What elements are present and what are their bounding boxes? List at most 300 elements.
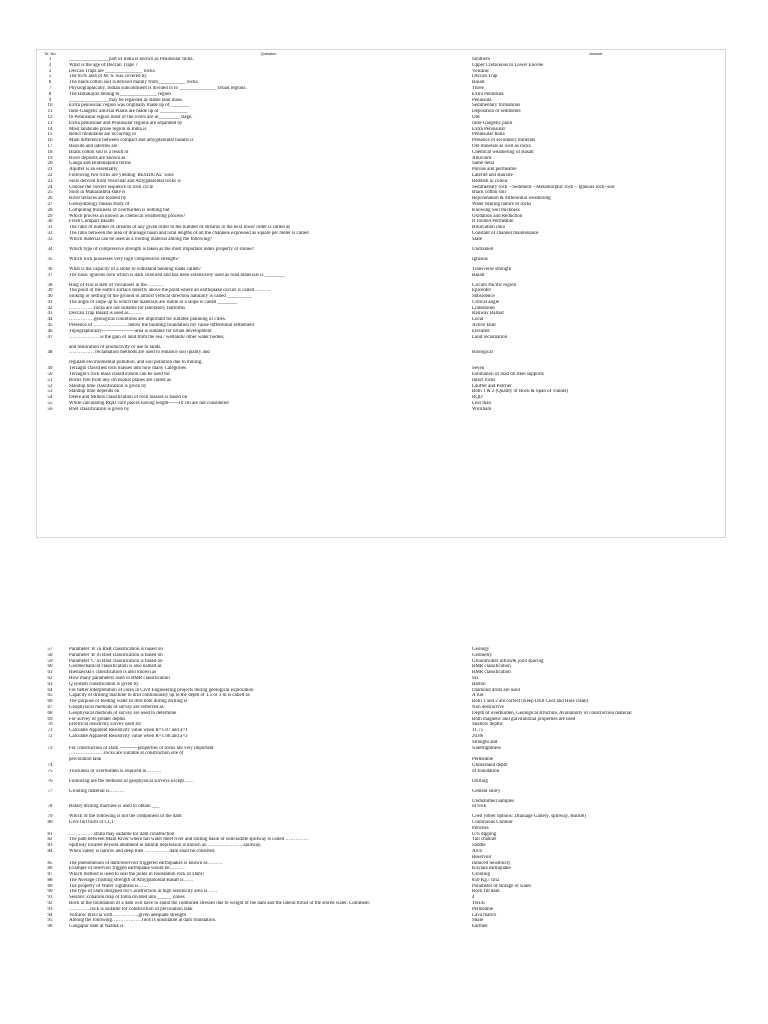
row-question: Capacity of drilling machine to drill continuously up to the depth of 1.5 or 3 m is called as: [69, 693, 250, 699]
row-question: ________________part of India is known as Peninsular India.: [69, 57, 194, 62]
row-number: 67: [47, 704, 53, 710]
row-answer: Active fault: [472, 323, 496, 329]
row-number: 25: [47, 190, 53, 196]
row-answer: Shallow depths: [472, 722, 503, 728]
row-answer: Rejuvenation & differential weathering: [472, 196, 551, 202]
row-answer: RQD: [472, 395, 483, 401]
row-number: 2: [48, 62, 52, 68]
row-question: Bauxite and laterites are: [69, 143, 118, 149]
row-question: Grouting material is………: [69, 788, 125, 794]
row-question: Geophysical methods of survey are used to determine: [69, 710, 177, 716]
row-question: The type of Dam designed for Construction in high seismicity area is……: [69, 889, 218, 895]
table-row: [40, 335, 720, 345]
row-number: 42: [47, 305, 53, 311]
row-answer: Sedimentary formations: [472, 103, 521, 109]
row-answer: Barton: [472, 681, 486, 687]
row-number: 82: [47, 837, 53, 843]
row-answer: Koyana earthquake: [472, 866, 511, 872]
row-number: 3: [48, 68, 52, 74]
row-question: Soils derived from Vesicular and Amygdaloidal rocks is: [69, 178, 181, 184]
row-answer: Seven: [472, 366, 485, 372]
row-answer: If Jointed Permeable: [472, 219, 514, 225]
row-answer: Indo-Gangetic plain: [472, 120, 513, 126]
row-number: 5: [48, 74, 52, 80]
row-question: Among the following………………rock is unsuitable at dam foundation.: [69, 918, 217, 924]
row-question: The black cotton soil is derived mainly from___________ rocks.: [69, 80, 199, 86]
row-number: 61: [47, 670, 53, 676]
header-answer: Answer: [589, 51, 603, 56]
row-question: Bieniawski's classification is also known as: [69, 670, 157, 676]
row-number: 8: [48, 91, 52, 97]
row-question: Gangapur dam at Nashik is: [69, 924, 124, 930]
row-number: 35: [47, 256, 53, 262]
row-number: 54: [47, 395, 53, 401]
row-number: 7: [48, 85, 52, 91]
row-question: Presence of …………………below the building foundation my cause differential settlement: [69, 323, 255, 329]
row-question: Rotary drilling machine is used to obtain ___: [69, 804, 160, 810]
row-question: Most landslide prone region in India is: [69, 126, 147, 132]
row-answer: Geometry: [472, 652, 492, 658]
row-number: 29: [47, 213, 53, 219]
row-answer: Southern: [472, 57, 491, 62]
row-question: Rocks free from any divisional planes are called as: [69, 377, 171, 383]
row-number: 45: [47, 323, 53, 329]
row-number: 6: [48, 80, 52, 86]
row-number: 28: [47, 207, 53, 213]
row-question: Deccan Trap Basalt is used as……..: [69, 311, 142, 317]
row-number: 57: [47, 647, 53, 652]
row-question: Which type of compressive strength is taken as the most important index property of stones?: [69, 246, 255, 252]
row-number: 32: [47, 230, 53, 236]
row-answer: U/S dipping: [472, 831, 497, 837]
table-row: [40, 247, 720, 257]
row-number: 63: [47, 681, 53, 687]
row-question: Volcanic breccia with…………….given adequate strength: [69, 912, 186, 918]
row-answer: Continuous Contour: [472, 819, 513, 825]
row-number: 66: [47, 699, 53, 705]
row-question: Which of the following is not the component of the dam: [69, 814, 182, 820]
row-question: The Himalayas belong to_______________ region: [69, 91, 171, 97]
row-answer: Igneous: [472, 256, 488, 262]
row-number: 34: [47, 246, 53, 252]
row-question: Q system classification is given by: [69, 681, 139, 687]
row-question: Give full form of CCT: [69, 819, 115, 825]
row-answer: 20.86: [472, 733, 484, 739]
row-number: 23: [47, 178, 53, 184]
row-number: 38: [47, 282, 53, 288]
row-number: 26: [47, 196, 53, 202]
row-answer: Peninsula: [472, 97, 492, 103]
row-answer: Undisturbed samples: [472, 798, 515, 804]
row-number: 71: [47, 728, 53, 734]
row-number: 21: [47, 167, 53, 173]
row-answer: Extra Peninsula: [472, 91, 504, 97]
row-answer: Chemical weathering of Basalt: [472, 149, 534, 155]
row-question: What is the age of Deccan Traps ?: [69, 62, 138, 68]
row-number: 92: [47, 901, 53, 907]
row-question: Example of reservoir trigged earthquake would be……….: [69, 866, 186, 872]
row-number: 24: [47, 184, 53, 190]
row-question: The ratio of number of streams of any given order to the number of streams in the next lower order is called as: [69, 225, 291, 231]
row-answer: Drilling: [472, 778, 488, 784]
row-answer: Permeable: [472, 906, 494, 912]
row-answer: Transverse strength: [472, 266, 512, 272]
row-answer: watertightness: [472, 745, 501, 751]
row-number: 1: [48, 57, 52, 62]
row-question: The phenomenon of dam/reservoir triggered earthquakes is known as………: [69, 860, 223, 866]
row-answer: Earthen: [472, 924, 488, 930]
row-question: The path between Main River where tail water meet river and stilling basin of side/saddle spillway is called …………..: [69, 837, 308, 843]
row-answer: Epicenter: [472, 288, 492, 294]
row-number: 18: [47, 149, 53, 155]
row-answer: Old: [472, 114, 480, 120]
header-no: Sr. No: [44, 51, 56, 56]
row-number: 36: [47, 266, 53, 272]
row-answer: Volcanic: [472, 68, 490, 74]
row-answer: Deposition of sediments: [472, 109, 521, 115]
row-question: Following are the methods of geophysical surveys except……: [69, 778, 194, 784]
row-answer: Basalt: [472, 272, 485, 278]
row-question: The property of Water Tightness is……: [69, 883, 149, 889]
row-question: ……………rocks are not suitable for laboratory flatforms.: [69, 305, 187, 311]
row-number: 41: [47, 299, 53, 305]
row-question: Ring of Fire is Belt of volcanoes in the……….: [69, 282, 164, 288]
row-number: 20: [47, 161, 53, 167]
row-question: Standup time classification is given by: [69, 383, 147, 389]
row-answer: of foundation: [472, 768, 500, 774]
row-question: Which process in known as chemical weathering process?: [69, 213, 186, 219]
row-number: 96: [47, 924, 53, 930]
table-row: [40, 924, 730, 930]
row-answer: Basalt: [472, 80, 485, 86]
row-question: How many parameters used in RMR classification: [69, 675, 170, 681]
row-number: 12: [47, 114, 53, 120]
row-answer: Elevated: [472, 328, 490, 334]
row-question: Which rock possesses very high compressive strength?: [69, 256, 179, 262]
row-number: 22: [47, 172, 53, 178]
row-question: Which method is used to seal the joints in foundation rock of Dam?: [69, 872, 205, 878]
row-question: RSR classification is given by: [69, 406, 130, 412]
row-answer: Reddish in colour: [472, 178, 508, 184]
row-question: percolation tank: [69, 757, 102, 763]
row-answer: Limestones: [472, 305, 496, 311]
row-question: Geophysical methods of survey are refferred as: [69, 704, 164, 710]
row-answer: Depth of overburden, Geological structure, Availability of construction material: [472, 710, 632, 716]
row-number: 83: [47, 843, 53, 849]
row-number: 56: [47, 406, 53, 412]
row-question: Sinking or settling of the ground in almost vertical direction naturally is called __________: [69, 294, 253, 300]
row-question: regulate environmental pollution, and soil pollution due to mining.: [69, 360, 203, 366]
row-answer: Land reclamation: [472, 334, 508, 340]
row-number: 53: [47, 389, 53, 395]
qa-table-2: [40, 647, 730, 930]
row-question: Choose the correct sequence in rock cycle: [69, 184, 154, 190]
row-question: Calculate Apparent Resistivity value when R=1.66 and a=2: [69, 733, 188, 739]
row-question: Indo-Gangetic alluvial Plains are made up of ___________: [69, 109, 188, 115]
row-number: 77: [47, 788, 53, 794]
row-answer: TRUE: [472, 901, 486, 907]
row-question: Terzaghi's rock mass classification can be used for: [69, 372, 170, 378]
row-answer: Six: [472, 675, 479, 681]
row-answer: of rock: [472, 804, 487, 810]
row-answer: Presence of secondary minerals: [472, 138, 536, 144]
row-number: 70: [47, 722, 53, 728]
row-question: While calculating RQD core pieces having length------10 cm are not considered: [69, 401, 229, 407]
row-question: Calculate Apparent Resistivity value when R=1.87 and a=1: [69, 728, 188, 734]
row-answer: Constant of channel maintenance: [472, 230, 539, 236]
row-number: 79: [47, 814, 53, 820]
row-question: When valley is narrow and deep then ……………dam shall be constrted: [69, 848, 215, 854]
row-answer: Critical angle: [472, 299, 500, 305]
row-question: Terzaghi classified rock masses into how many Categories: [69, 366, 186, 372]
row-answer: Laterite and Bauxite: [472, 172, 513, 178]
row-question: Main difference between compact and amygdaloidal basalts is: [69, 138, 194, 144]
row-answer: Railway Ballast: [472, 311, 504, 317]
row-number: 84: [47, 848, 53, 854]
row-number: 94: [47, 912, 53, 918]
row-question: Aquifer is an essentially: [69, 167, 118, 173]
row-question: The basic igneous rock which is dark coloured and has been extensively used as road materials is ________: [69, 272, 285, 278]
row-question: The Average crushing strength of Amygdaloidal Basalt is……: [69, 877, 194, 883]
header-question: Question: [260, 51, 277, 56]
row-question: Physiographically, Indian subcontinent is divided in to _______________ broad regions.: [69, 85, 247, 91]
row-number: 75: [47, 768, 53, 774]
row-question: ………….rock is suitable for construction of percolation tank: [69, 906, 193, 912]
row-question: The point of the earth's surface directly above the point where an earthquake occurs is called……….: [69, 288, 271, 294]
row-answer: Geology: [472, 647, 490, 652]
row-answer: Local: [472, 317, 484, 323]
row-answer: Lava matrix: [472, 912, 497, 918]
table-row: [40, 257, 720, 267]
row-number: 40: [47, 294, 53, 300]
row-answer: Alluvium: [472, 155, 492, 161]
row-number: 50: [47, 372, 53, 378]
row-answer: Parameter of storage of water: [472, 883, 532, 889]
table-row: [40, 789, 730, 799]
row-question: For survey of greater depths: [69, 716, 126, 722]
row-question: …………… reclamation methods are used to enhance soil quality and: [69, 350, 210, 356]
row-number: 58: [47, 652, 53, 658]
row-answer: RMR classification: [472, 670, 511, 676]
row-question: The 85% area of M. S. was covered by: [69, 74, 147, 80]
row-number: 59: [47, 658, 53, 664]
row-answer: Understand depth: [472, 762, 508, 768]
row-number: 48: [47, 350, 53, 356]
row-question: …………………rocks are suitable at construction site of: [69, 751, 184, 757]
row-number: 69: [47, 716, 53, 722]
row-answer: Upper Cretaceous to Lower Eocene: [472, 62, 544, 68]
row-number: 31: [47, 225, 53, 231]
row-question: Rock at the foundation of a dam will have to stand the combined stresses due to weight of the dam and the lateral thrust of the stored water. Comment:: [69, 901, 371, 907]
row-number: 87: [47, 872, 53, 878]
row-question: Which material can be used as a roofing material among the following?: [69, 236, 213, 242]
row-number: 10: [47, 103, 53, 109]
row-number: 89: [47, 883, 53, 889]
row-number: 81: [47, 831, 53, 837]
row-number: 88: [47, 877, 53, 883]
row-answer: A run: [472, 693, 484, 699]
row-number: 64: [47, 687, 53, 693]
row-number: 85: [47, 860, 53, 866]
row-answer: Three: [472, 85, 484, 91]
row-answer: 850 Kg./ cm2: [472, 877, 500, 883]
row-answer: Saddle: [472, 843, 486, 849]
row-answer: Groundwater inflow& joint spacing: [472, 658, 544, 664]
row-answer: Knowing Soil thickness: [472, 207, 520, 213]
row-answer: Tail channel: [472, 837, 497, 843]
row-question: Extra peninsular and Peninsular regions are separated by: [69, 120, 183, 126]
row-question: Fresh Compact basalts: [69, 219, 115, 225]
row-number: 72: [47, 733, 53, 739]
row-answer: Peninsular India: [472, 132, 505, 138]
row-answer: Non destructive: [472, 704, 504, 710]
row-answer: 4: [472, 895, 475, 901]
row-question: Relict mountains are occurring in: [69, 132, 136, 138]
row-question: Standup time depends on: [69, 389, 120, 395]
row-question: Computing thickness of overburden is nothing but: [69, 207, 170, 213]
row-question: Electrical resistivity survey used for: [69, 722, 142, 728]
row-answer: Grouting: [472, 872, 491, 878]
row-number: 39: [47, 288, 53, 294]
row-number: 30: [47, 219, 53, 225]
row-question: Parameter 'B' in RSR classification is based on: [69, 652, 163, 658]
table-row: [40, 273, 720, 283]
table-row: [40, 779, 730, 789]
row-number: 93: [47, 906, 53, 912]
row-question: Thickness of overburden is required to………: [69, 768, 162, 774]
row-number: 19: [47, 155, 53, 161]
row-question: The ratio between the area of drainage basin and total lengths of all the channels expressed as square per meter is called: [69, 230, 309, 236]
row-answer: Same delta: [472, 161, 495, 167]
row-answer: Bifurcation ratio: [472, 225, 506, 231]
qa-table-1: [40, 51, 720, 413]
row-answer: Oxidation and Reduction: [472, 213, 523, 219]
row-number: 16: [47, 138, 53, 144]
row-answer: Porous and permeable: [472, 167, 517, 173]
row-number: 15: [47, 132, 53, 138]
row-answer: Rock fill dam: [472, 889, 500, 895]
row-answer: Less than: [472, 401, 492, 407]
row-number: 27: [47, 201, 53, 207]
row-question: Soils in Maharashtra state is: [69, 190, 126, 196]
row-question: and restoration of productivity or use to lands.: [69, 344, 162, 350]
row-answer: Both 1 & 2 (Quality of Rock & Span of Tunnel): [472, 389, 569, 395]
row-question: ……………strata may suitable for dam construction: [69, 831, 175, 837]
row-question: ……………… is the gain of land from the sea / wetlands/ other water bodies,: [69, 334, 225, 340]
row-number: 80: [47, 819, 53, 825]
row-answer: Black cotton soil: [472, 190, 506, 196]
row-number: 76: [47, 778, 53, 784]
row-answer: Slate: [472, 236, 482, 242]
row-answer: Undrained: [472, 246, 494, 252]
row-answer: Estimation of load on steel supports: [472, 372, 544, 378]
row-number: 37: [47, 272, 53, 278]
row-number: 91: [47, 895, 53, 901]
row-question: What is the capacity of a stone to withstand bending loads called?: [69, 266, 201, 272]
row-number: 9: [48, 97, 52, 103]
row-question: Ganga and Brahmaputra forms: [69, 161, 131, 167]
row-number: 62: [47, 675, 53, 681]
row-answer: Intact rocks: [472, 377, 496, 383]
row-question: Parameter 'A' in RSR classification is based on: [69, 647, 163, 652]
row-number: 13: [47, 120, 53, 126]
row-number: 65: [47, 693, 53, 699]
row-answer: Circum Pacific region: [472, 282, 517, 288]
row-number: 55: [47, 401, 53, 407]
row-number: 73: [47, 745, 53, 751]
row-answer: Crest (other options: Drainage Gallery, spillway, Bucket): [472, 814, 587, 820]
row-number: 78: [47, 804, 53, 810]
row-number: 52: [47, 383, 53, 389]
row-answer: Permeable: [472, 757, 494, 763]
row-question: ……………geological conditions are important for suitable planning of cities.: [69, 317, 227, 323]
row-question: Geohydrology means study of: [69, 201, 130, 207]
row-answer: RMR classification: [472, 664, 511, 670]
row-question: Following two rocks are yielding 'RESIDUAL' soils: [69, 172, 174, 178]
row-number: 47: [47, 334, 53, 340]
row-number: 60: [47, 664, 53, 670]
table-row: [40, 350, 720, 360]
row-number: 44: [47, 317, 53, 323]
row-question: River terraces are formed by: [69, 196, 127, 202]
row-answer: Reservoir: [472, 854, 492, 860]
document-page-2: [0, 637, 768, 1024]
row-answer: trenches: [472, 825, 489, 831]
row-question: The purpose of feeding water to drill hole during drilling is: [69, 699, 188, 705]
row-answer: Shale: [472, 918, 484, 924]
row-question: Deccan Traps are _______________ rocks.: [69, 68, 156, 74]
row-answer: Both magnetic and gravitational properties are used: [472, 716, 576, 722]
row-number: 74: [47, 762, 53, 768]
row-question: In Peninsular region most of the rivers are in_________stage.: [69, 114, 193, 120]
row-number: 43: [47, 311, 53, 317]
row-number: 11: [47, 109, 53, 115]
table-row: [40, 237, 720, 247]
row-question: Deere and Millers classification of rock masses is based on: [69, 395, 188, 401]
row-question: Black cotton soil is a result of: [69, 149, 129, 155]
row-answer: Wickham: [472, 406, 492, 412]
row-number: 49: [47, 366, 53, 372]
row-answer: Extra Peninsular: [472, 126, 506, 132]
row-number: 46: [47, 328, 53, 334]
row-question: Spillway located beyond abutment in natural depression is known as…………………..spillway.: [69, 843, 262, 849]
row-answer: Ore minerals as well as rocks: [472, 143, 531, 149]
row-number: 51: [47, 377, 53, 383]
row-answer: Induced Seismicity: [472, 860, 511, 866]
row-number: 17: [47, 143, 53, 149]
row-question: For better interpretation of cores in Civil Engineering projects during geological exploration: [69, 687, 254, 693]
row-answer: Lauffer and Patcher: [472, 383, 512, 389]
row-number: 68: [47, 710, 53, 716]
row-answer: Diamond drills are used: [472, 687, 520, 693]
row-answer: Water bearing nature of rocks: [472, 201, 532, 207]
row-question: Topographically--------------------area is suitable for urban development: [69, 328, 212, 334]
row-answer: Arch: [472, 848, 482, 854]
row-question: ________________may be regarded as stable land mass.: [69, 97, 184, 103]
row-number: 33: [47, 236, 53, 242]
row-number: 90: [47, 889, 53, 895]
row-answer: Subsidence: [472, 294, 495, 300]
table-row: [40, 407, 720, 413]
row-answer: Both 1 and 2 are correct (Keep Drill Cool and Hole clean): [472, 699, 589, 705]
row-question: Geomechanical classification is also named as: [69, 664, 162, 670]
row-answer: 11.75: [472, 728, 484, 734]
row-question: Parameter 'C' in RSR classification is based on: [69, 658, 163, 664]
row-number: 95: [47, 918, 53, 924]
row-number: 86: [47, 866, 53, 872]
row-answer: Deccan Trap: [472, 74, 498, 80]
row-question: River deposits are known as: [69, 155, 126, 161]
